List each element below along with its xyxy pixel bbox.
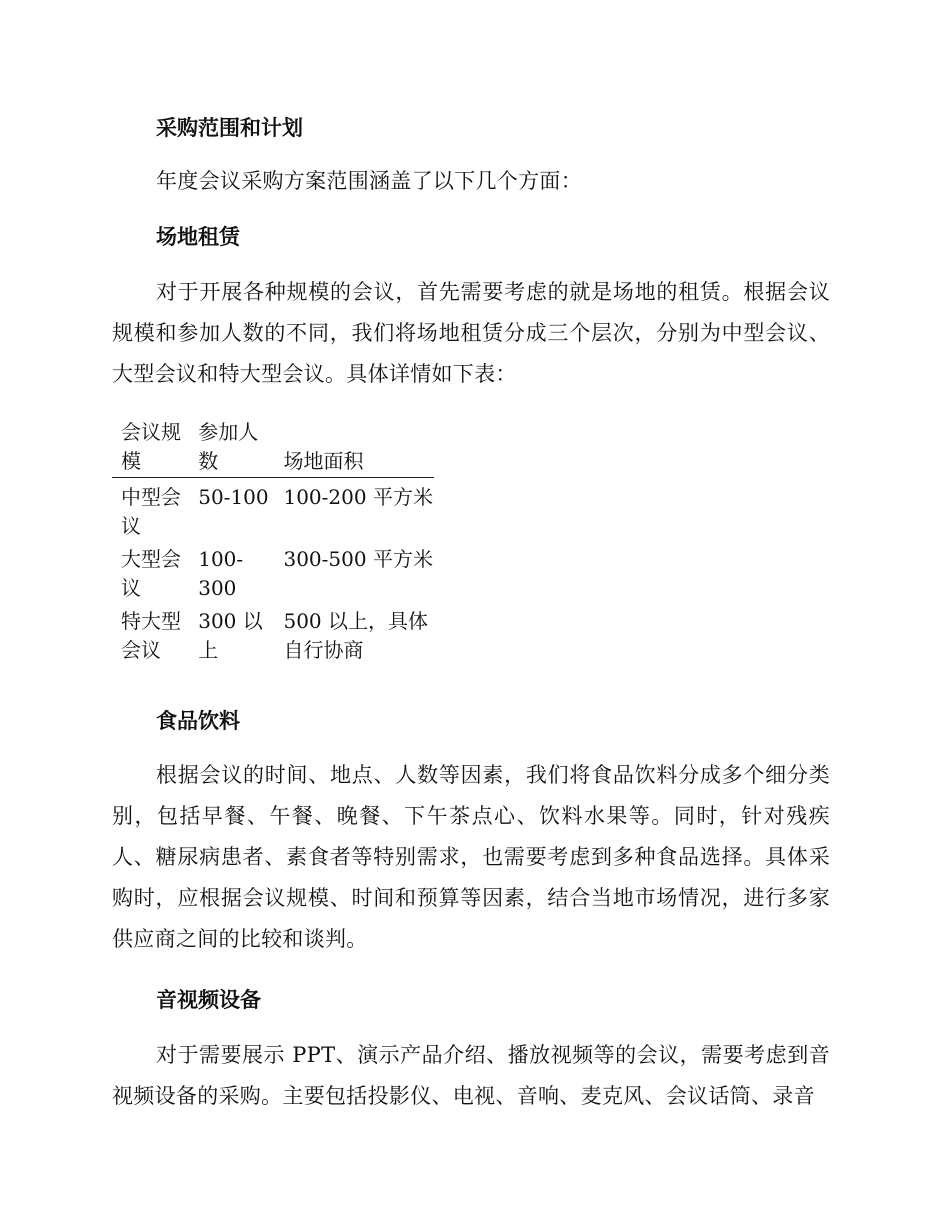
venue-table-header-attendees: 参加人数	[189, 418, 274, 478]
venue-paragraph: 对于开展各种规模的会议，首先需要考虑的就是场地的租赁。根据会议规模和参加人数的不同，我们将场地租赁分成三个层次，分别为中型会议、大型会议和特大型会议。具体详情如下表：	[112, 280, 830, 386]
heading-food-beverage: 食品饮料	[156, 709, 240, 733]
table-cell-attendees: 300 以上	[198, 609, 263, 662]
table-row	[112, 603, 434, 665]
venue-table-header-row	[112, 418, 434, 478]
heading-procurement-scope: 采购范围和计划	[156, 116, 303, 140]
heading-av-equipment: 音视频设备	[156, 988, 261, 1012]
table-cell-area: 100-200 平方米	[283, 485, 433, 509]
venue-table-header-scale: 会议规模	[112, 418, 189, 478]
table-cell-scale: 中型会议	[121, 485, 181, 538]
scope-intro-paragraph: 年度会议采购方案范围涵盖了以下几个方面：	[156, 169, 582, 193]
heading-venue-rental: 场地租赁	[156, 225, 240, 249]
av-paragraph: 对于需要展示 PPT、演示产品介绍、播放视频等的会议，需要考虑到音视频设备的采购。主要包括投影仪、电视、音响、麦克风、会议话筒、录音	[112, 1043, 830, 1108]
table-cell-scale: 特大型会议	[121, 609, 181, 662]
table-row	[112, 478, 434, 542]
venue-table	[112, 418, 434, 665]
table-cell-area: 300-500 平方米	[283, 547, 433, 571]
table-cell-attendees: 50-100	[198, 485, 269, 509]
table-row	[112, 541, 434, 603]
table-cell-attendees: 100-300	[198, 547, 244, 600]
venue-table-header-area: 场地面积	[274, 418, 434, 478]
table-cell-area: 500 以上，具体自行协商	[283, 609, 429, 662]
table-cell-scale: 大型会议	[121, 547, 181, 600]
food-paragraph: 根据会议的时间、地点、人数等因素，我们将食品饮料分成多个细分类别，包括早餐、午餐、晚餐、下午茶点心、饮料水果等。同时，针对残疾人、糖尿病患者、素食者等特别需求，也需要考虑到多种食品选择。具体采购时，应根据会议规模、时间和预算等因素，结合当地市场情况，进行多家供应商之间的比较和谈判。	[112, 763, 830, 951]
